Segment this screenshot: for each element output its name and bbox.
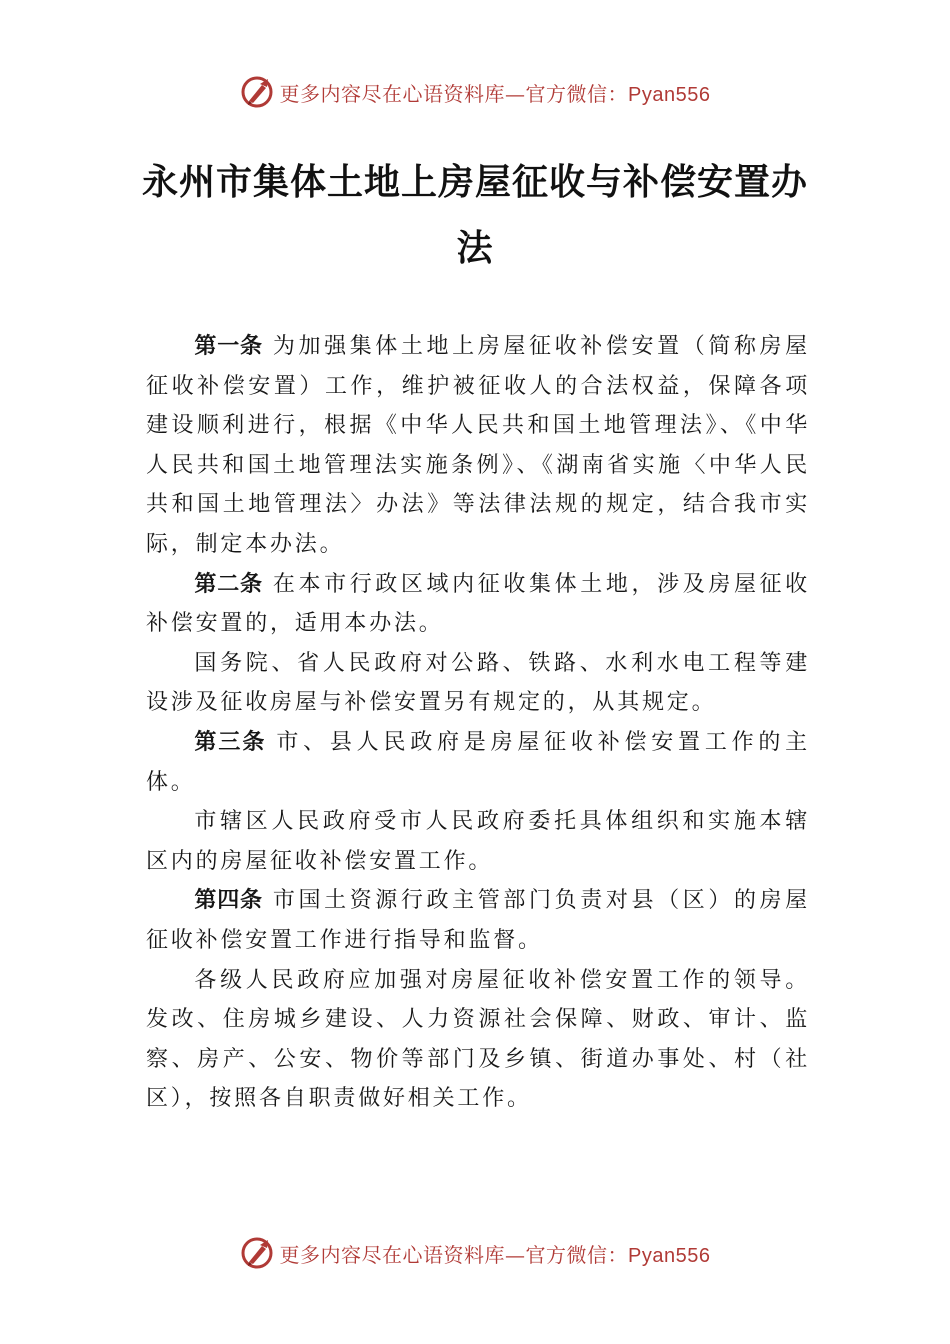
- paragraph-article-2-clause-2: [146, 644, 810, 723]
- paragraph-article-4: [146, 881, 810, 960]
- paragraph-text: 为加强集体土地上房屋征收补偿安置（简称房屋征收补偿安置）工作，维护被征收人的合法权益，保障各项建设顺利进行，根据《中华人民共和国土地管理法》、《中华人民共和国土地管理法实施条例》、《湖南省实施〈中华人民共和国土地管理法〉办法》等法律法规的规定，结合我市实际，制定本办法。: [146, 334, 810, 557]
- watermark-banner-top: [0, 70, 950, 114]
- watermark-banner-bottom: [0, 1231, 950, 1275]
- paragraph-article-3: [146, 723, 810, 802]
- watermark-separator: —: [505, 1242, 526, 1267]
- paragraph-text: 国务院、省人民政府对公路、铁路、水利水电工程等建设涉及征收房屋与补偿安置另有规定的，从其规定。: [146, 650, 810, 716]
- document-title: 永州市集体土地上房屋征收与补偿安置办法: [141, 162, 808, 269]
- paragraph-article-4-clause-2: [146, 961, 810, 1119]
- watermark-text: [280, 1239, 711, 1268]
- watermark-wechat-id: Pyan556: [628, 1244, 711, 1267]
- watermark-text: [280, 78, 711, 107]
- pen-in-circle-icon: [240, 1236, 274, 1270]
- paragraph-text: 市、县人民政府是房屋征收补偿安置工作的主体。: [146, 729, 810, 795]
- watermark-wechat-id: Pyan556: [628, 83, 711, 106]
- article-number: 第二条: [194, 571, 263, 597]
- document-body: [146, 327, 810, 1119]
- watermark-slogan: 更多内容尽在心语资料库: [279, 81, 506, 106]
- paragraph-text: 各级人民政府应加强对房屋征收补偿安置工作的领导。发改、住房城乡建设、人力资源社会保障、财政、审计、监察、房产、公安、物价等部门及乡镇、街道办事处、村（社区），按照各自职责做好相关工作。: [146, 967, 810, 1112]
- pen-in-circle-icon: [240, 75, 274, 109]
- watermark-wechat-label: 官方微信：: [525, 81, 629, 106]
- paragraph-text: 市国土资源行政主管部门负责对县（区）的房屋征收补偿安置工作进行指导和监督。: [146, 888, 810, 953]
- article-number: 第三条: [194, 729, 267, 755]
- watermark-slogan: 更多内容尽在心语资料库: [279, 1242, 506, 1267]
- article-number: 第一条: [194, 334, 263, 359]
- paragraph-text: 在本市行政区域内征收集体土地，涉及房屋征收补偿安置的，适用本办法。: [146, 571, 810, 637]
- watermark-wechat-label: 官方微信：: [525, 1242, 629, 1267]
- paragraph-article-2: [146, 565, 810, 644]
- paragraph-article-1: [146, 327, 810, 565]
- paragraph-article-3-clause-2: [146, 802, 810, 881]
- watermark-separator: —: [505, 81, 526, 106]
- article-number: 第四条: [194, 888, 263, 914]
- paragraph-text: 市辖区人民政府受市人民政府委托具体组织和实施本辖区内的房屋征收补偿安置工作。: [146, 809, 810, 874]
